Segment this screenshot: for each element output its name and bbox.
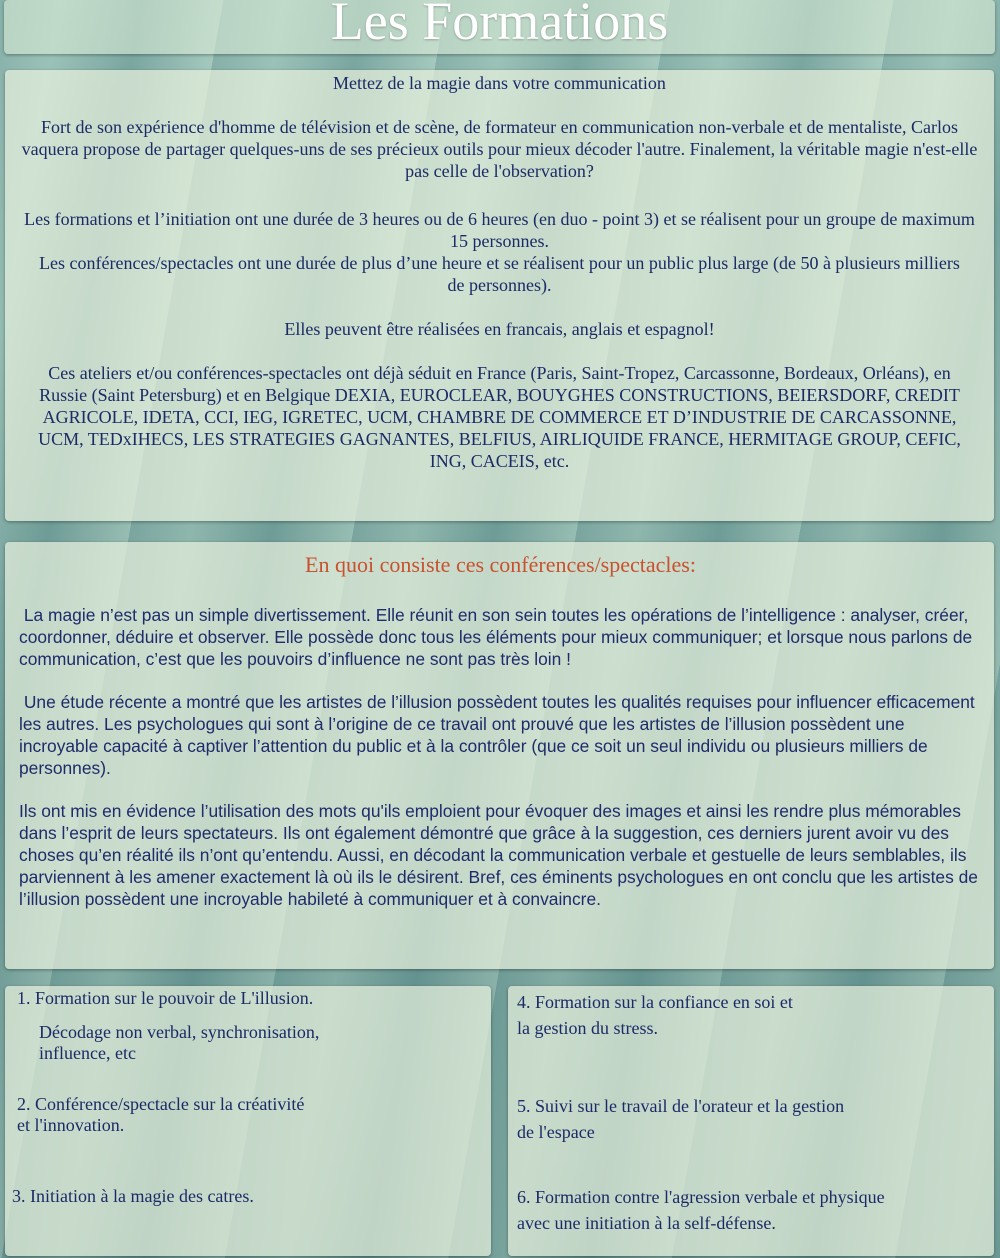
intro-panel bbox=[5, 70, 994, 521]
formation-item-3: 3. Initiation à la magie des catres. bbox=[12, 1186, 254, 1206]
conferences-paragraph: Une étude récente a montré que les artistes de l’illusion possèdent toutes les qualités requises pour influencer efficacement les autres. Les psychologues qui sont à l’origine de ce travail ont prouvé que les artistes de l’illusion possèdent une incroyable capacité à captiver l’attention du public et à la contrôler (que ce soit un seul individu ou plusieurs milliers de personnes). bbox=[19, 692, 980, 778]
formation-item-5: 5. Suivi sur le travail de l'orateur et la gestion de l'espace bbox=[517, 1096, 845, 1142]
intro-clients-paragraph: Ces ateliers et/ou conférences-spectacles ont déjà séduit en France (Paris, Saint-Tropez, Carcassonne, Bordeaux, Orléans), en Russie (Saint Petersburg) et en Belgique DEXIA, EUROCLEAR, BOUYGHES CONSTRUCTIONS, BEIERSDORF, CREDIT AGRICOLE, IDETA, CCI, IEG, IGRETEC, UCM, CHAMBRE DE COMMERCE ET D’INDUSTRIE DE CARCASSONNE, UCM, TEDxIHECS, LES STRATEGIES GAGNANTES, BELFIUS, AIRLIQUIDE FRANCE, HERMITAGE GROUP, CEFIC, ING, CACEIS, etc. bbox=[38, 363, 961, 471]
formation-item-1-detail: Décodage non verbal, synchronisation, influence, etc bbox=[39, 1022, 320, 1063]
title-bar bbox=[4, 0, 995, 54]
conferences-heading: En quoi consiste ces conférences/spectacles: bbox=[305, 552, 696, 577]
formation-item-2: 2. Conférence/spectacle sur la créativité et l'innovation. bbox=[17, 1094, 305, 1135]
formations-list-left bbox=[5, 986, 491, 1256]
conferences-paragraph: Ils ont mis en évidence l’utilisation des mots qu'ils emploient pour évoquer des images et ainsi les rendre plus mémorables dans l’esprit de leurs spectateurs. Ils ont également démontré que grâce à la suggestion, ces derniers jurent avoir vu des choses qu’en réalité ils n’ont qu’entendu. Aussi, en décodant la communication verbale et gestuelle de leurs semblables, ils parviennent à les amener exactement là où ils le désirent. Bref, ces éminents psychologues en ont conclu que les artistes de l’illusion possèdent une incroyable habileté à communiquer et à convaincre. bbox=[19, 801, 978, 909]
page-title: Les Formations bbox=[330, 0, 669, 51]
conferences-panel bbox=[5, 542, 994, 969]
intro-experience-paragraph: Fort de son expérience d'homme de télévision et de scène, de formateur en communication non-verbale et de mentaliste, Carlos vaquera propose de partager quelques-uns de ses précieux outils pour mieux décoder l'autre. Finalement, la véritable magie n'est-elle pas celle de l'observation? bbox=[21, 117, 978, 181]
conferences-paragraph: La magie n’est pas un simple divertissement. Elle réunit en son sein toutes les opérations de l’intelligence : analyser, créer, coordonner, déduire et observer. Elle possède donc tous les éléments pour mieux communiquer; et lorsque nous parlons de communication, c’est que les pouvoirs d’influence ne sont pas très loin ! bbox=[19, 605, 978, 669]
formation-item-1: 1. Formation sur le pouvoir de L'illusion. bbox=[17, 988, 314, 1008]
formations-list-right bbox=[508, 986, 994, 1256]
intro-languages: Elles peuvent être réalisées en francais, anglais et espagnol! bbox=[284, 319, 715, 339]
intro-duration-conferences: Les conférences/spectacles ont une durée de plus d’une heure et se réalisent pour un public plus large (de 50 à plusieurs milliers de personnes). bbox=[39, 253, 960, 295]
formation-item-4: 4. Formation sur la confiance en soi et la gestion du stress. bbox=[517, 992, 793, 1038]
formation-item-6: 6. Formation contre l'agression verbale et physique avec une initiation à la self-défense. bbox=[517, 1187, 885, 1233]
intro-tagline: Mettez de la magie dans votre communication bbox=[333, 73, 666, 93]
intro-duration-formations: Les formations et l’initiation ont une durée de 3 heures ou de 6 heures (en duo - point 3) et se réalisent pour un groupe de maximum 15 personnes. bbox=[24, 209, 975, 251]
